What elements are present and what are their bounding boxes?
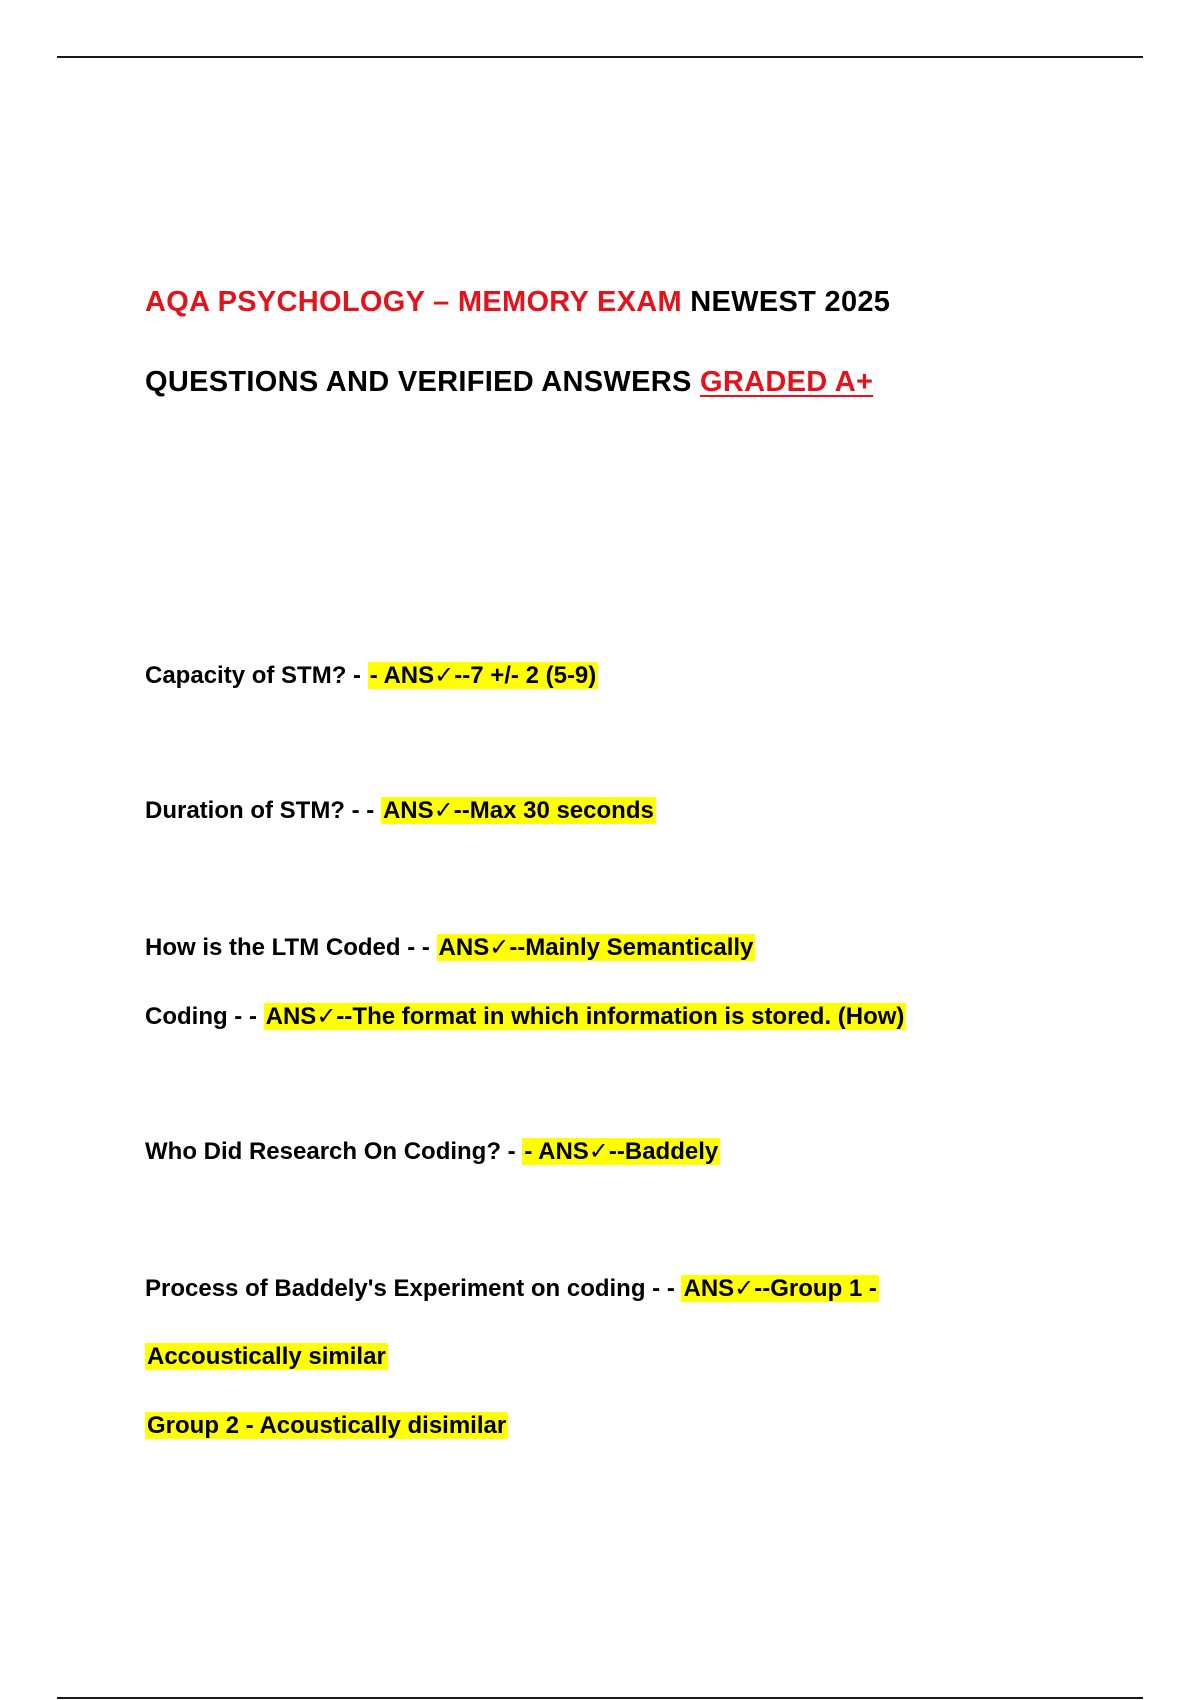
question-text: Process of Baddely's Experiment on coding - -	[145, 1275, 682, 1302]
question-text: Who Did Research On Coding? -	[145, 1138, 523, 1165]
answer-text: - ANS✓--7 +/- 2 (5-9)	[369, 662, 597, 689]
top-rule	[57, 56, 1143, 58]
qa-item	[145, 1272, 879, 1306]
qa-item	[145, 659, 598, 693]
document-title	[145, 286, 890, 319]
question-text: How is the LTM Coded - -	[145, 934, 437, 961]
bottom-rule	[57, 1697, 1143, 1699]
subtitle-black-part: QUESTIONS AND VERIFIED ANSWERS	[145, 366, 692, 398]
document-subtitle	[145, 366, 873, 399]
qa-item	[145, 931, 755, 965]
answer-text: ANS✓--Group 1 -	[683, 1275, 877, 1302]
answer-text: ANS✓--Mainly Semantically	[438, 934, 754, 961]
subtitle-red-part: GRADED A+	[699, 366, 874, 398]
qa-item	[145, 1135, 720, 1169]
answer-continuation	[145, 1409, 508, 1443]
question-text: Coding - -	[145, 1003, 264, 1030]
qa-item	[145, 794, 656, 828]
title-red-part: AQA PSYCHOLOGY – MEMORY EXAM	[145, 286, 682, 318]
title-black-part: NEWEST 2025	[690, 286, 891, 318]
question-text: Duration of STM? - -	[145, 797, 381, 824]
qa-item	[145, 1000, 906, 1034]
answer-text: Group 2 - Acoustically disimilar	[147, 1412, 507, 1439]
answer-text: Accoustically similar	[147, 1343, 386, 1370]
question-text: Capacity of STM? -	[145, 662, 368, 689]
answer-text: ANS✓--Max 30 seconds	[382, 797, 654, 824]
answer-text: - ANS✓--Baddely	[524, 1138, 719, 1165]
answer-continuation	[145, 1340, 388, 1374]
answer-text: ANS✓--The format in which information is stored. (How)	[265, 1003, 905, 1030]
